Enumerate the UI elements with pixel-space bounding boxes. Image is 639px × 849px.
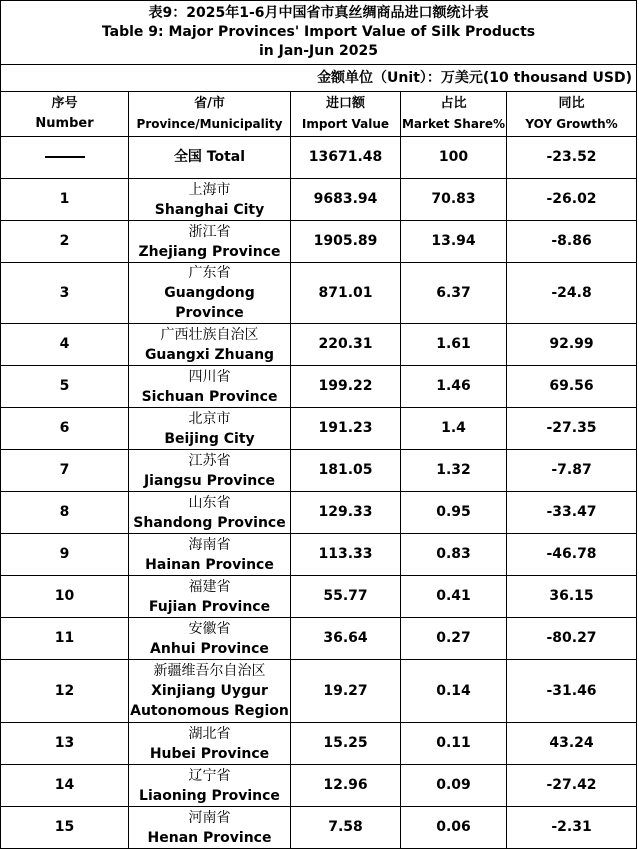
table-title — [1, 1, 637, 65]
row-province — [129, 807, 291, 849]
row-province — [129, 660, 291, 723]
row-number: 11 — [1, 618, 129, 660]
title-cn: 表9：2025年1-6月中国省市真丝绸商品进口额统计表 — [148, 5, 489, 21]
table-title-row — [1, 1, 637, 65]
row-number: 8 — [1, 492, 129, 534]
province-cn: 新疆维吾尔自治区 — [153, 663, 266, 679]
row-import-value: 871.01 — [291, 263, 401, 324]
header-import-cn: 进口额 — [325, 96, 365, 111]
row-province — [129, 408, 291, 450]
row-province — [129, 179, 291, 221]
row-import-value: 199.22 — [291, 366, 401, 408]
province-en: Fujian Province — [148, 598, 271, 615]
row-province — [129, 723, 291, 765]
table-row — [1, 576, 637, 618]
row-import-value: 55.77 — [291, 576, 401, 618]
total-growth: -23.52 — [507, 137, 637, 179]
row-number: 9 — [1, 534, 129, 576]
row-import-value: 12.96 — [291, 765, 401, 807]
row-number: 4 — [1, 324, 129, 366]
row-yoy-growth: -80.27 — [507, 618, 637, 660]
table-row — [1, 534, 637, 576]
province-en-line2: Autonomous Region — [130, 703, 289, 719]
province-en: Anhui Province — [150, 640, 269, 657]
table-row — [1, 807, 637, 849]
province-en: Sichuan Province — [141, 388, 278, 405]
province-en: Beijing City — [164, 430, 255, 447]
row-import-value: 129.33 — [291, 492, 401, 534]
province-en: Henan Province — [147, 829, 272, 846]
title-en-line2: in Jan-Jun 2025 — [258, 43, 379, 59]
table-row — [1, 366, 637, 408]
province-en: Guangxi Zhuang — [144, 346, 275, 363]
row-import-value: 15.25 — [291, 723, 401, 765]
header-share-cn: 占比 — [440, 96, 467, 111]
province-en: Shanghai City — [154, 201, 265, 218]
province-cn: 山东省 — [188, 494, 231, 511]
row-province — [129, 492, 291, 534]
province-en: Xinjiang Uygur — [151, 683, 268, 699]
header-number — [1, 92, 129, 137]
row-yoy-growth: -24.8 — [507, 263, 637, 324]
row-number: 10 — [1, 576, 129, 618]
row-market-share: 1.46 — [401, 366, 507, 408]
row-number: 15 — [1, 807, 129, 849]
title-en-line1: Table 9: Major Provinces' Import Value of Silk Products — [101, 24, 536, 40]
header-row — [1, 92, 637, 137]
table-row — [1, 324, 637, 366]
row-province — [129, 534, 291, 576]
province-en: Jiangsu Province — [143, 472, 276, 489]
row-market-share: 0.27 — [401, 618, 507, 660]
header-number-en: Number — [35, 116, 94, 131]
row-market-share: 1.61 — [401, 324, 507, 366]
province-en: Zhejiang Province — [138, 243, 281, 260]
row-number: 2 — [1, 221, 129, 263]
table-row — [1, 179, 637, 221]
province-en: Shandong Province — [133, 514, 286, 531]
province-cn: 广西壮族自治区 — [160, 326, 259, 343]
row-yoy-growth: -33.47 — [507, 492, 637, 534]
row-yoy-growth: 92.99 — [507, 324, 637, 366]
row-number: 5 — [1, 366, 129, 408]
header-province — [129, 92, 291, 137]
table-row — [1, 263, 637, 324]
unit-label: 金额单位（Unit）：万美元(10 thousand USD) — [1, 65, 637, 92]
header-import — [291, 92, 401, 137]
header-province-cn: 省/市 — [194, 96, 225, 111]
row-number: 12 — [1, 660, 129, 723]
row-market-share: 0.14 — [401, 660, 507, 723]
row-import-value: 36.64 — [291, 618, 401, 660]
row-number: 6 — [1, 408, 129, 450]
table-row — [1, 618, 637, 660]
row-province — [129, 618, 291, 660]
row-market-share: 0.09 — [401, 765, 507, 807]
row-number: 1 — [1, 179, 129, 221]
total-value: 13671.48 — [291, 137, 401, 179]
row-yoy-growth: -26.02 — [507, 179, 637, 221]
row-province — [129, 324, 291, 366]
row-yoy-growth: -8.86 — [507, 221, 637, 263]
province-cn: 江苏省 — [188, 452, 231, 469]
total-share: 100 — [401, 137, 507, 179]
row-yoy-growth: -27.35 — [507, 408, 637, 450]
row-market-share: 0.95 — [401, 492, 507, 534]
row-import-value: 19.27 — [291, 660, 401, 723]
row-import-value: 1905.89 — [291, 221, 401, 263]
total-label: 全国 Total — [129, 137, 291, 179]
row-province — [129, 450, 291, 492]
row-yoy-growth: 69.56 — [507, 366, 637, 408]
row-yoy-growth: -7.87 — [507, 450, 637, 492]
header-province-en: Province/Municipality — [136, 117, 283, 131]
row-market-share: 0.83 — [401, 534, 507, 576]
table-row — [1, 408, 637, 450]
header-growth-cn: 同比 — [558, 96, 585, 111]
row-import-value: 9683.94 — [291, 179, 401, 221]
province-cn: 辽宁省 — [188, 767, 231, 784]
row-yoy-growth: -27.42 — [507, 765, 637, 807]
row-number: 14 — [1, 765, 129, 807]
province-cn: 湖北省 — [188, 725, 231, 742]
row-yoy-growth: -31.46 — [507, 660, 637, 723]
row-market-share: 0.06 — [401, 807, 507, 849]
province-en: Guangdong Province — [164, 285, 255, 321]
table-row — [1, 765, 637, 807]
row-import-value: 220.31 — [291, 324, 401, 366]
province-cn: 广东省 — [188, 265, 231, 281]
table-row — [1, 221, 637, 263]
header-share — [401, 92, 507, 137]
row-market-share: 1.32 — [401, 450, 507, 492]
row-import-value: 191.23 — [291, 408, 401, 450]
row-market-share: 0.41 — [401, 576, 507, 618]
row-market-share: 0.11 — [401, 723, 507, 765]
province-cn: 安徽省 — [188, 620, 231, 637]
row-import-value: 181.05 — [291, 450, 401, 492]
row-market-share: 1.4 — [401, 408, 507, 450]
row-province — [129, 263, 291, 324]
header-share-en: Market Share% — [401, 117, 506, 131]
table-row — [1, 450, 637, 492]
row-number: 3 — [1, 263, 129, 324]
table-row — [1, 492, 637, 534]
province-cn: 海南省 — [188, 536, 231, 553]
row-yoy-growth: 36.15 — [507, 576, 637, 618]
header-number-cn: 序号 — [51, 96, 78, 111]
header-import-en: Import Value — [301, 117, 390, 131]
province-cn: 北京市 — [188, 410, 231, 427]
row-market-share: 6.37 — [401, 263, 507, 324]
row-yoy-growth: -46.78 — [507, 534, 637, 576]
row-yoy-growth: -2.31 — [507, 807, 637, 849]
total-row — [1, 137, 637, 179]
row-yoy-growth: 43.24 — [507, 723, 637, 765]
table-row — [1, 723, 637, 765]
province-en: Liaoning Province — [139, 787, 280, 804]
row-market-share: 13.94 — [401, 221, 507, 263]
row-province — [129, 366, 291, 408]
province-cn: 浙江省 — [188, 223, 231, 240]
province-en: Hainan Province — [145, 556, 274, 573]
table-row — [1, 660, 637, 723]
row-number: 13 — [1, 723, 129, 765]
province-cn: 四川省 — [188, 368, 231, 385]
row-province — [129, 221, 291, 263]
province-cn: 福建省 — [188, 578, 231, 595]
header-growth-en: YOY Growth% — [525, 117, 618, 131]
unit-row — [1, 65, 637, 92]
row-import-value: 7.58 — [291, 807, 401, 849]
row-market-share: 70.83 — [401, 179, 507, 221]
header-growth — [507, 92, 637, 137]
province-en: Hubei Province — [149, 745, 270, 762]
total-number-dash — [1, 137, 129, 179]
province-cn: 河南省 — [188, 809, 231, 826]
row-province — [129, 765, 291, 807]
row-number: 7 — [1, 450, 129, 492]
row-import-value: 113.33 — [291, 534, 401, 576]
row-province — [129, 576, 291, 618]
province-cn: 上海市 — [188, 181, 231, 198]
